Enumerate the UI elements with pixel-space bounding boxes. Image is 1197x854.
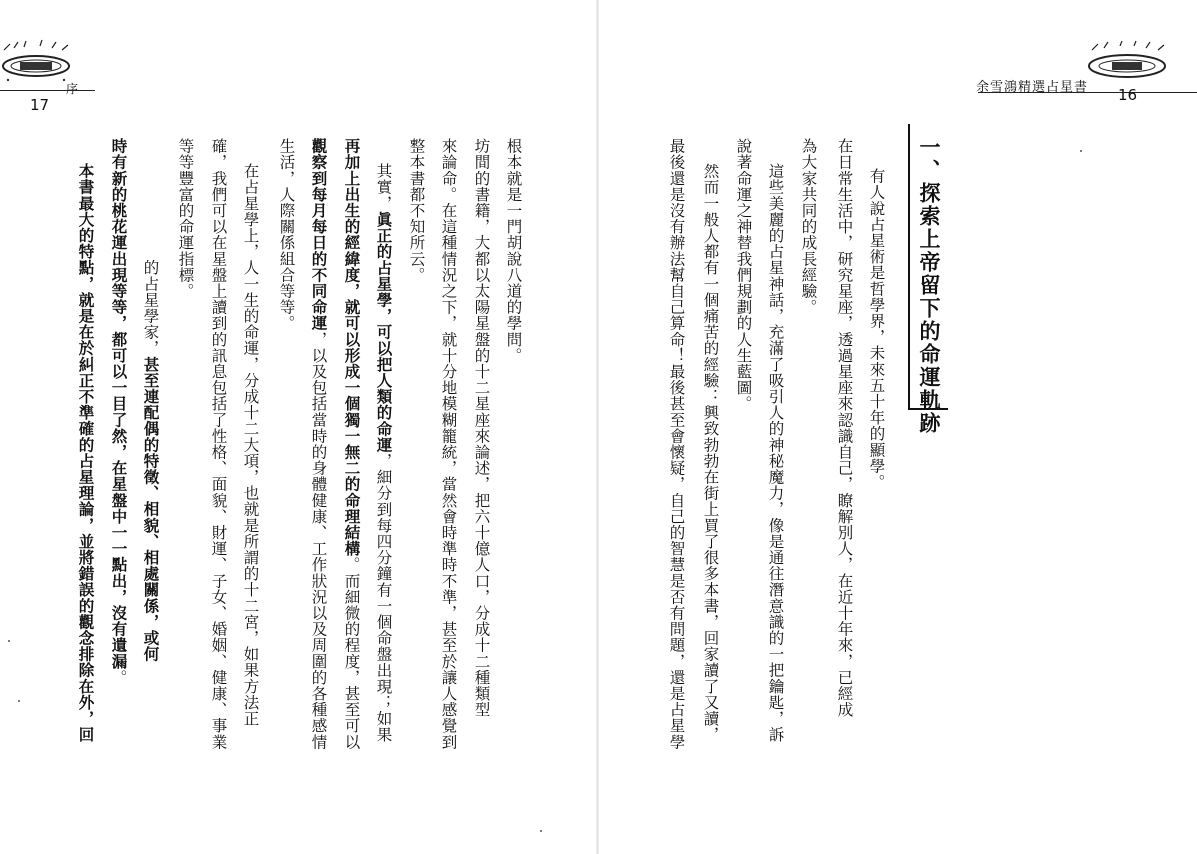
text-column (278, 138, 294, 331)
text-segment: 。 (109, 669, 128, 686)
text-column (242, 163, 258, 727)
page-number: 16 (1118, 86, 1138, 104)
text-segment: ，以及包括當時的身體健康、工作狀況以及周圍的各種感情 (309, 331, 328, 750)
text-segment: 整本書都不知所云。 (407, 138, 426, 283)
text-segment: 的占星學家， (141, 163, 160, 357)
text-column (800, 138, 816, 315)
text-segment: ，細分到每四分鐘有一個命盤出現；如果 (374, 452, 393, 743)
text-column (310, 138, 327, 750)
text-column (343, 138, 360, 750)
running-title: 余雪鴻精選占星書 (976, 80, 1089, 95)
chapter-heading (908, 124, 948, 435)
text-segment: 根本就是一門胡說八道的學問。 (504, 138, 523, 364)
text-segment: 在占星學上，人一生的命運，分成十二大項，也就是所謂的十二宮，如果方法正 (241, 163, 260, 727)
text-segment: 生活，人際關係組合等等。 (277, 138, 296, 332)
text-column (668, 138, 684, 750)
text-segment: 坊間的書籍，大都以太陽星盤的十二星座來論述，把六十億人口，分成十二種類型 (472, 138, 491, 718)
text-segment: 最後還是沒有辦法幫自己算命！最後甚至會懷疑，自己的智慧是否有問題，還是占星學 (667, 138, 686, 750)
text-segment: 。而細微的程度，甚至可以 (342, 556, 361, 750)
text-column (440, 138, 456, 750)
text-column (77, 163, 94, 743)
text-segment: 有人說占星術是哲學界，未來五十年的顯學。 (867, 168, 886, 490)
text-column (375, 163, 392, 743)
text-column (868, 168, 884, 490)
text-column (142, 163, 159, 662)
zodiac-ornament-icon (1082, 40, 1172, 88)
chapter-title: 一、探索上帝留下的命運軌跡 (917, 136, 941, 435)
text-segment: 再加上出生的經緯度，就可以形成一個獨一無二的命理結構 (342, 138, 362, 557)
text-column (177, 138, 193, 299)
text-segment: 甚至連配偶的特徵、相貌、相處關係，或何 (141, 356, 161, 663)
text-column (836, 138, 852, 718)
text-segment: 其實， (374, 163, 393, 212)
page-number: 17 (30, 96, 50, 114)
text-segment: 確，我們可以在星盤上讀到的訊息包括了性格、面貌、財運、子女、婚姻、健康、事業 (209, 138, 228, 750)
text-segment: 來論命。在這種情況之下，就十分地模糊籠統，當然會時準時不準，甚至於讓人感覺到 (439, 138, 458, 750)
text-column (735, 138, 751, 412)
text-column (767, 163, 783, 743)
text-segment: 等等豐富的命運指標。 (176, 138, 195, 299)
text-segment: 這些美麗的占星神話，充滿了吸引人的神秘魔力，像是通往潛意識的一把鑰匙，訴 (766, 163, 785, 743)
right-page (598, 0, 1197, 854)
text-column (408, 138, 424, 283)
left-page (0, 0, 598, 854)
text-segment: 說著命運之神替我們規劃的人生藍圖。 (734, 138, 753, 412)
text-segment: 本書最大的特點，就是在於糾正不準確的占星理論，並將錯誤的觀念排除在外，回 (76, 163, 96, 743)
section-label: 序 (66, 82, 79, 96)
text-column (505, 138, 521, 363)
text-segment: 時有新的桃花運出現等等，都可以一目了然，在星盤中一一點出，沒有遺漏 (109, 138, 129, 670)
text-segment: 眞正的占星學，可以把人類的命運 (374, 211, 394, 453)
text-segment: 觀察到每月每日的不同命運 (309, 138, 329, 332)
text-segment: 然而一般人都有一個痛苦的經驗：興致勃勃在街上買了很多本書，回家讀了又讀， (701, 163, 720, 743)
text-column (702, 163, 718, 743)
text-segment: 在日常生活中，研究星座，透過星座來認識自己，瞭解別人，在近十年來，已經成 (835, 138, 854, 718)
text-column (473, 138, 489, 718)
text-column (210, 138, 226, 750)
text-segment: 為大家共同的成長經驗。 (799, 138, 818, 316)
text-column (110, 138, 127, 685)
